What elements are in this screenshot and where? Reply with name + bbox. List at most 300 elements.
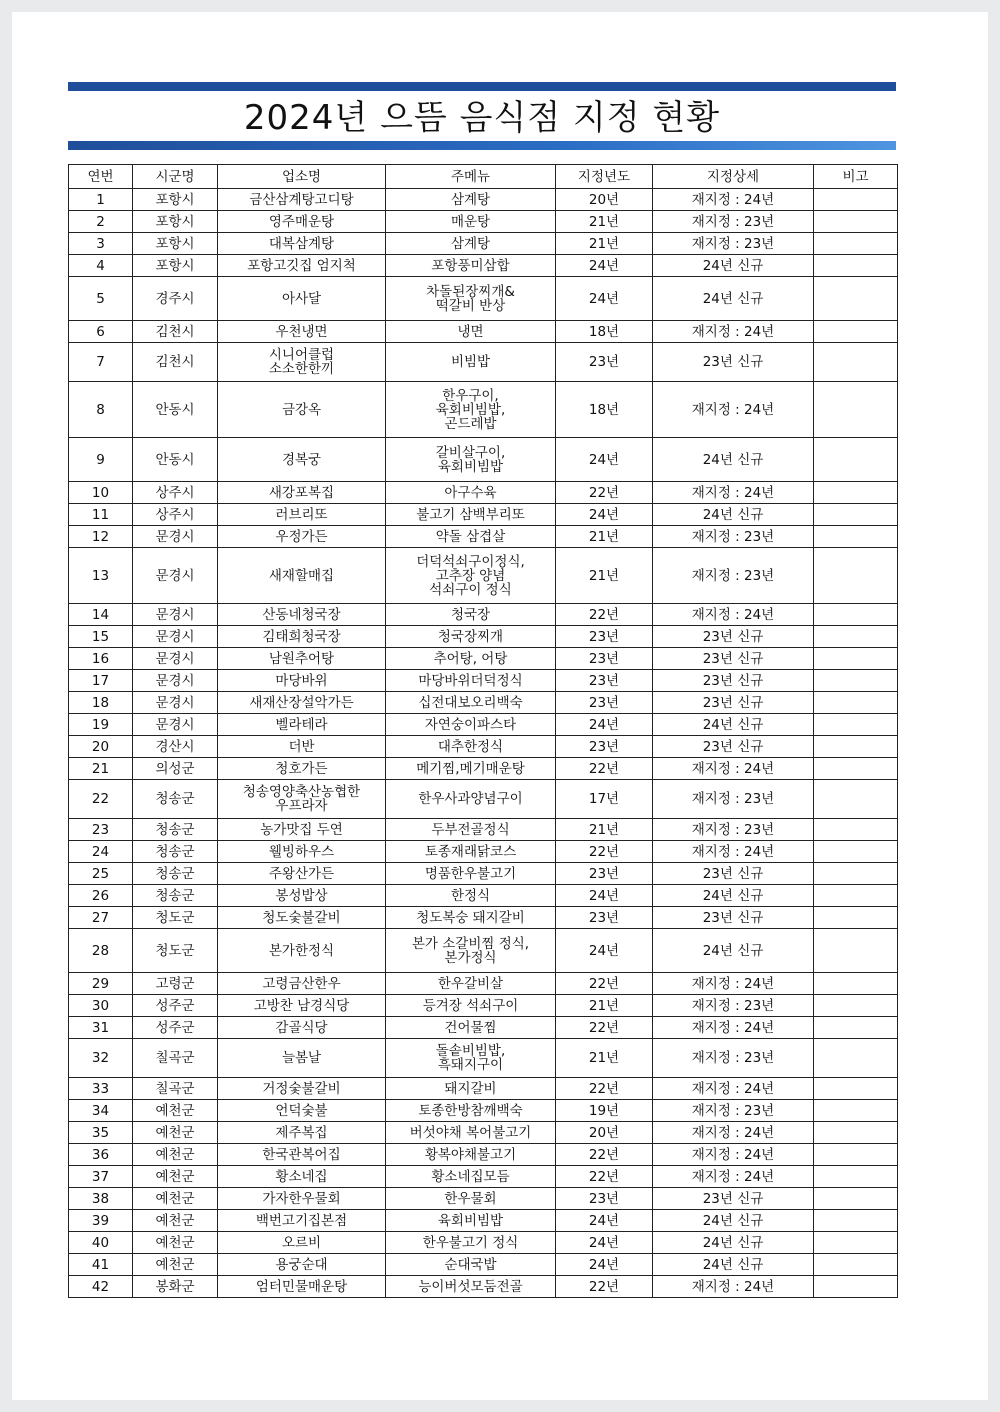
- cell-year: 23년: [556, 670, 653, 692]
- cell-no: 36: [69, 1144, 133, 1166]
- cell-year: 23년: [556, 1188, 653, 1210]
- cell-detail: 재지정 : 24년: [653, 321, 814, 343]
- cell-city: 예천군: [133, 1166, 218, 1188]
- cell-note: [814, 973, 898, 995]
- cell-menu: 약돌 삼겹살: [386, 526, 556, 548]
- cell-city: 김천시: [133, 343, 218, 382]
- cell-year: 24년: [556, 438, 653, 482]
- cell-note: [814, 1144, 898, 1166]
- cell-city: 봉화군: [133, 1276, 218, 1298]
- cell-business: 언덕숯불: [218, 1100, 386, 1122]
- cell-menu: 청도복숭 돼지갈비: [386, 907, 556, 929]
- cell-business: 대복삼계탕: [218, 233, 386, 255]
- table-row: [69, 211, 898, 233]
- cell-business: 웰빙하우스: [218, 841, 386, 863]
- cell-year: 18년: [556, 382, 653, 438]
- cell-detail: 23년 신규: [653, 343, 814, 382]
- cell-business: 황소네집: [218, 1166, 386, 1188]
- table-row: [69, 1100, 898, 1122]
- cell-detail: 23년 신규: [653, 907, 814, 929]
- cell-city: 예천군: [133, 1210, 218, 1232]
- cell-year: 23년: [556, 626, 653, 648]
- cell-note: [814, 277, 898, 321]
- cell-detail: 재지정 : 24년: [653, 382, 814, 438]
- table-row: [69, 438, 898, 482]
- table-row: [69, 548, 898, 604]
- table-row: [69, 973, 898, 995]
- cell-menu: 갈비살구이, 육회비빔밥: [386, 438, 556, 482]
- cell-menu: 불고기 삼백부리또: [386, 504, 556, 526]
- table-row: [69, 1276, 898, 1298]
- cell-year: 23년: [556, 736, 653, 758]
- cell-year: 23년: [556, 863, 653, 885]
- cell-year: 22년: [556, 758, 653, 780]
- cell-business: 늘봄날: [218, 1039, 386, 1078]
- cell-business: 영주매운탕: [218, 211, 386, 233]
- cell-business: 용궁순대: [218, 1254, 386, 1276]
- cell-business: 러브리또: [218, 504, 386, 526]
- table-row: [69, 482, 898, 504]
- cell-city: 예천군: [133, 1188, 218, 1210]
- table-row: [69, 1166, 898, 1188]
- cell-detail: 재지정 : 23년: [653, 1100, 814, 1122]
- cell-detail: 재지정 : 23년: [653, 233, 814, 255]
- cell-no: 32: [69, 1039, 133, 1078]
- cell-detail: 재지정 : 23년: [653, 526, 814, 548]
- cell-no: 1: [69, 189, 133, 211]
- cell-note: [814, 604, 898, 626]
- table-row: [69, 189, 898, 211]
- cell-note: [814, 504, 898, 526]
- cell-detail: 재지정 : 23년: [653, 211, 814, 233]
- cell-detail: 재지정 : 23년: [653, 548, 814, 604]
- cell-year: 18년: [556, 321, 653, 343]
- cell-detail: 24년 신규: [653, 255, 814, 277]
- cell-year: 24년: [556, 277, 653, 321]
- cell-note: [814, 758, 898, 780]
- cell-menu: 한우사과양념구이: [386, 780, 556, 819]
- cell-city: 문경시: [133, 626, 218, 648]
- cell-city: 경산시: [133, 736, 218, 758]
- cell-note: [814, 626, 898, 648]
- cell-business: 남원추어탕: [218, 648, 386, 670]
- cell-note: [814, 1166, 898, 1188]
- table-row: [69, 692, 898, 714]
- cell-city: 문경시: [133, 714, 218, 736]
- cell-note: [814, 482, 898, 504]
- cell-year: 19년: [556, 1100, 653, 1122]
- cell-menu: 삼계탕: [386, 233, 556, 255]
- cell-note: [814, 736, 898, 758]
- cell-no: 41: [69, 1254, 133, 1276]
- header-menu: 주메뉴: [386, 165, 556, 189]
- cell-note: [814, 692, 898, 714]
- cell-detail: 24년 신규: [653, 1232, 814, 1254]
- cell-business: 새강포복집: [218, 482, 386, 504]
- cell-no: 20: [69, 736, 133, 758]
- cell-no: 16: [69, 648, 133, 670]
- cell-detail: 23년 신규: [653, 863, 814, 885]
- cell-menu: 버섯야채 복어불고기: [386, 1122, 556, 1144]
- cell-no: 12: [69, 526, 133, 548]
- cell-city: 포항시: [133, 211, 218, 233]
- cell-detail: 재지정 : 23년: [653, 995, 814, 1017]
- table-row: [69, 1232, 898, 1254]
- cell-note: [814, 907, 898, 929]
- cell-note: [814, 714, 898, 736]
- cell-year: 24년: [556, 255, 653, 277]
- cell-business: 고방찬 남경식당: [218, 995, 386, 1017]
- cell-note: [814, 438, 898, 482]
- cell-note: [814, 526, 898, 548]
- cell-business: 경복궁: [218, 438, 386, 482]
- cell-menu: 자연숭이파스타: [386, 714, 556, 736]
- cell-year: 24년: [556, 929, 653, 973]
- cell-business: 아사달: [218, 277, 386, 321]
- cell-city: 청송군: [133, 885, 218, 907]
- table-row: [69, 255, 898, 277]
- cell-menu: 비빔밥: [386, 343, 556, 382]
- cell-year: 22년: [556, 973, 653, 995]
- table-row: [69, 626, 898, 648]
- cell-city: 의성군: [133, 758, 218, 780]
- cell-city: 청송군: [133, 841, 218, 863]
- cell-year: 21년: [556, 526, 653, 548]
- cell-year: 22년: [556, 604, 653, 626]
- cell-business: 금산삼계탕고디탕: [218, 189, 386, 211]
- cell-menu: 명품한우불고기: [386, 863, 556, 885]
- cell-business: 포항고깃집 엄지척: [218, 255, 386, 277]
- cell-menu: 토종재래닭코스: [386, 841, 556, 863]
- table-row: [69, 233, 898, 255]
- cell-city: 문경시: [133, 648, 218, 670]
- cell-year: 22년: [556, 841, 653, 863]
- cell-city: 청송군: [133, 819, 218, 841]
- cell-menu: 순대국밥: [386, 1254, 556, 1276]
- cell-business: 금강옥: [218, 382, 386, 438]
- cell-business: 본가한정식: [218, 929, 386, 973]
- cell-city: 포항시: [133, 189, 218, 211]
- cell-detail: 24년 신규: [653, 438, 814, 482]
- cell-detail: 재지정 : 23년: [653, 780, 814, 819]
- cell-city: 예천군: [133, 1100, 218, 1122]
- cell-menu: 등겨장 석쇠구이: [386, 995, 556, 1017]
- cell-menu: 한우갈비살: [386, 973, 556, 995]
- cell-city: 문경시: [133, 692, 218, 714]
- cell-detail: 재지정 : 24년: [653, 1144, 814, 1166]
- cell-note: [814, 211, 898, 233]
- cell-city: 예천군: [133, 1254, 218, 1276]
- cell-detail: 24년 신규: [653, 714, 814, 736]
- cell-year: 22년: [556, 1276, 653, 1298]
- table-row: [69, 863, 898, 885]
- cell-note: [814, 255, 898, 277]
- cell-city: 청송군: [133, 780, 218, 819]
- cell-year: 21년: [556, 548, 653, 604]
- cell-detail: 재지정 : 23년: [653, 1039, 814, 1078]
- cell-no: 31: [69, 1017, 133, 1039]
- cell-business: 고령금산한우: [218, 973, 386, 995]
- cell-year: 23년: [556, 907, 653, 929]
- cell-menu: 황복야채불고기: [386, 1144, 556, 1166]
- cell-business: 우천냉면: [218, 321, 386, 343]
- cell-no: 39: [69, 1210, 133, 1232]
- cell-note: [814, 1017, 898, 1039]
- cell-city: 문경시: [133, 670, 218, 692]
- cell-city: 상주시: [133, 482, 218, 504]
- cell-year: 20년: [556, 1122, 653, 1144]
- cell-year: 24년: [556, 885, 653, 907]
- cell-menu: 한우불고기 정식: [386, 1232, 556, 1254]
- cell-no: 13: [69, 548, 133, 604]
- cell-note: [814, 780, 898, 819]
- cell-year: 22년: [556, 1017, 653, 1039]
- cell-city: 예천군: [133, 1232, 218, 1254]
- header-detail: 지정상세: [653, 165, 814, 189]
- cell-note: [814, 382, 898, 438]
- cell-menu: 메기찜,메기매운탕: [386, 758, 556, 780]
- cell-no: 6: [69, 321, 133, 343]
- cell-business: 가자한우물회: [218, 1188, 386, 1210]
- cell-note: [814, 548, 898, 604]
- cell-detail: 재지정 : 24년: [653, 189, 814, 211]
- cell-detail: 24년 신규: [653, 504, 814, 526]
- cell-year: 22년: [556, 1078, 653, 1100]
- cell-menu: 한정식: [386, 885, 556, 907]
- cell-detail: 24년 신규: [653, 1254, 814, 1276]
- title-bottom-bar: [68, 141, 896, 150]
- table-row: [69, 841, 898, 863]
- cell-no: 15: [69, 626, 133, 648]
- cell-city: 성주군: [133, 1017, 218, 1039]
- table-row: [69, 1039, 898, 1078]
- table-row: [69, 277, 898, 321]
- cell-menu: 돌솥비빔밥, 흑돼지구이: [386, 1039, 556, 1078]
- cell-business: 청호가든: [218, 758, 386, 780]
- cell-menu: 청국장찌개: [386, 626, 556, 648]
- cell-business: 엄터민물매운탕: [218, 1276, 386, 1298]
- cell-no: 33: [69, 1078, 133, 1100]
- cell-no: 19: [69, 714, 133, 736]
- cell-business: 청송영양축산농협한 우프라자: [218, 780, 386, 819]
- cell-note: [814, 670, 898, 692]
- cell-year: 24년: [556, 714, 653, 736]
- table-row: [69, 1122, 898, 1144]
- cell-detail: 24년 신규: [653, 929, 814, 973]
- cell-menu: 능이버섯모둠전골: [386, 1276, 556, 1298]
- cell-no: 27: [69, 907, 133, 929]
- cell-city: 상주시: [133, 504, 218, 526]
- cell-city: 문경시: [133, 604, 218, 626]
- cell-menu: 건어물찜: [386, 1017, 556, 1039]
- cell-year: 20년: [556, 189, 653, 211]
- table-row: [69, 907, 898, 929]
- cell-year: 23년: [556, 343, 653, 382]
- cell-note: [814, 1210, 898, 1232]
- cell-menu: 두부전골정식: [386, 819, 556, 841]
- cell-menu: 포항풍미삼합: [386, 255, 556, 277]
- table-row: [69, 343, 898, 382]
- cell-business: 제주복집: [218, 1122, 386, 1144]
- cell-no: 38: [69, 1188, 133, 1210]
- table-row: [69, 526, 898, 548]
- cell-business: 백번고기집본점: [218, 1210, 386, 1232]
- table-row: [69, 1144, 898, 1166]
- table-row: [69, 780, 898, 819]
- cell-city: 성주군: [133, 995, 218, 1017]
- cell-no: 8: [69, 382, 133, 438]
- cell-year: 21년: [556, 1039, 653, 1078]
- cell-no: 21: [69, 758, 133, 780]
- cell-detail: 23년 신규: [653, 648, 814, 670]
- cell-no: 3: [69, 233, 133, 255]
- cell-city: 포항시: [133, 233, 218, 255]
- cell-business: 오르비: [218, 1232, 386, 1254]
- cell-no: 28: [69, 929, 133, 973]
- table-header-row: [69, 165, 898, 189]
- cell-city: 청도군: [133, 929, 218, 973]
- cell-note: [814, 1078, 898, 1100]
- cell-menu: 육회비빔밥: [386, 1210, 556, 1232]
- cell-business: 김태희청국장: [218, 626, 386, 648]
- cell-detail: 23년 신규: [653, 626, 814, 648]
- cell-year: 22년: [556, 482, 653, 504]
- header-city: 시군명: [133, 165, 218, 189]
- cell-city: 김천시: [133, 321, 218, 343]
- table-row: [69, 382, 898, 438]
- cell-year: 22년: [556, 1166, 653, 1188]
- cell-business: 산동네청국장: [218, 604, 386, 626]
- cell-business: 한국관복어집: [218, 1144, 386, 1166]
- cell-business: 거정숯불갈비: [218, 1078, 386, 1100]
- cell-detail: 23년 신규: [653, 692, 814, 714]
- cell-city: 문경시: [133, 548, 218, 604]
- cell-menu: 청국장: [386, 604, 556, 626]
- cell-detail: 재지정 : 24년: [653, 482, 814, 504]
- cell-year: 21년: [556, 211, 653, 233]
- cell-no: 11: [69, 504, 133, 526]
- table-row: [69, 714, 898, 736]
- cell-note: [814, 648, 898, 670]
- page-title: 2024년 으뜸 음식점 지정 현황: [243, 98, 721, 138]
- cell-menu: 토종한방참깨백숙: [386, 1100, 556, 1122]
- header-no: 연번: [69, 165, 133, 189]
- cell-year: 23년: [556, 692, 653, 714]
- cell-note: [814, 1276, 898, 1298]
- cell-no: 40: [69, 1232, 133, 1254]
- cell-no: 23: [69, 819, 133, 841]
- cell-note: [814, 1188, 898, 1210]
- header-business: 업소명: [218, 165, 386, 189]
- cell-city: 예천군: [133, 1122, 218, 1144]
- cell-menu: 삼계탕: [386, 189, 556, 211]
- table-row: [69, 885, 898, 907]
- table-row: [69, 321, 898, 343]
- cell-menu: 십전대보오리백숙: [386, 692, 556, 714]
- table-row: [69, 504, 898, 526]
- cell-city: 문경시: [133, 526, 218, 548]
- cell-detail: 재지정 : 24년: [653, 1122, 814, 1144]
- title-top-bar: [68, 82, 896, 91]
- cell-detail: 24년 신규: [653, 1210, 814, 1232]
- cell-no: 37: [69, 1166, 133, 1188]
- cell-no: 34: [69, 1100, 133, 1122]
- cell-no: 14: [69, 604, 133, 626]
- table-row: [69, 604, 898, 626]
- cell-no: 42: [69, 1276, 133, 1298]
- cell-year: 24년: [556, 504, 653, 526]
- cell-note: [814, 885, 898, 907]
- cell-no: 2: [69, 211, 133, 233]
- cell-note: [814, 819, 898, 841]
- cell-year: 24년: [556, 1210, 653, 1232]
- cell-detail: 23년 신규: [653, 1188, 814, 1210]
- cell-no: 5: [69, 277, 133, 321]
- cell-note: [814, 233, 898, 255]
- cell-menu: 한우물회: [386, 1188, 556, 1210]
- cell-city: 청도군: [133, 907, 218, 929]
- cell-city: 칠곡군: [133, 1039, 218, 1078]
- cell-no: 22: [69, 780, 133, 819]
- cell-detail: 재지정 : 24년: [653, 1166, 814, 1188]
- cell-note: [814, 863, 898, 885]
- cell-detail: 23년 신규: [653, 670, 814, 692]
- cell-year: 21년: [556, 819, 653, 841]
- cell-no: 26: [69, 885, 133, 907]
- cell-menu: 본가 소갈비찜 정식, 본가정식: [386, 929, 556, 973]
- cell-city: 고령군: [133, 973, 218, 995]
- table-row: [69, 1210, 898, 1232]
- cell-city: 경주시: [133, 277, 218, 321]
- cell-menu: 황소네집모듬: [386, 1166, 556, 1188]
- cell-menu: 한우구이, 육회비빔밥, 곤드레밥: [386, 382, 556, 438]
- table-row: [69, 1188, 898, 1210]
- cell-city: 예천군: [133, 1144, 218, 1166]
- cell-detail: 재지정 : 24년: [653, 973, 814, 995]
- cell-no: 29: [69, 973, 133, 995]
- cell-menu: 매운탕: [386, 211, 556, 233]
- table-row: [69, 929, 898, 973]
- cell-detail: 23년 신규: [653, 736, 814, 758]
- table-row: [69, 670, 898, 692]
- cell-business: 봉성밥상: [218, 885, 386, 907]
- cell-year: 24년: [556, 1254, 653, 1276]
- cell-year: 17년: [556, 780, 653, 819]
- table-row: [69, 819, 898, 841]
- table-row: [69, 758, 898, 780]
- cell-business: 감골식당: [218, 1017, 386, 1039]
- cell-business: 주왕산가든: [218, 863, 386, 885]
- restaurant-table: [68, 164, 898, 1298]
- cell-note: [814, 929, 898, 973]
- cell-note: [814, 189, 898, 211]
- table-row: [69, 648, 898, 670]
- cell-detail: 재지정 : 24년: [653, 841, 814, 863]
- cell-no: 10: [69, 482, 133, 504]
- cell-detail: 재지정 : 24년: [653, 604, 814, 626]
- cell-menu: 마당바위더덕정식: [386, 670, 556, 692]
- cell-business: 새재할매집: [218, 548, 386, 604]
- cell-note: [814, 1122, 898, 1144]
- cell-menu: 더덕석쇠구이정식, 고추장 양념 석쇠구이 정식: [386, 548, 556, 604]
- cell-detail: 재지정 : 23년: [653, 819, 814, 841]
- cell-note: [814, 1254, 898, 1276]
- cell-menu: 돼지갈비: [386, 1078, 556, 1100]
- cell-detail: 재지정 : 24년: [653, 758, 814, 780]
- header-note: 비고: [814, 165, 898, 189]
- cell-note: [814, 1100, 898, 1122]
- cell-note: [814, 343, 898, 382]
